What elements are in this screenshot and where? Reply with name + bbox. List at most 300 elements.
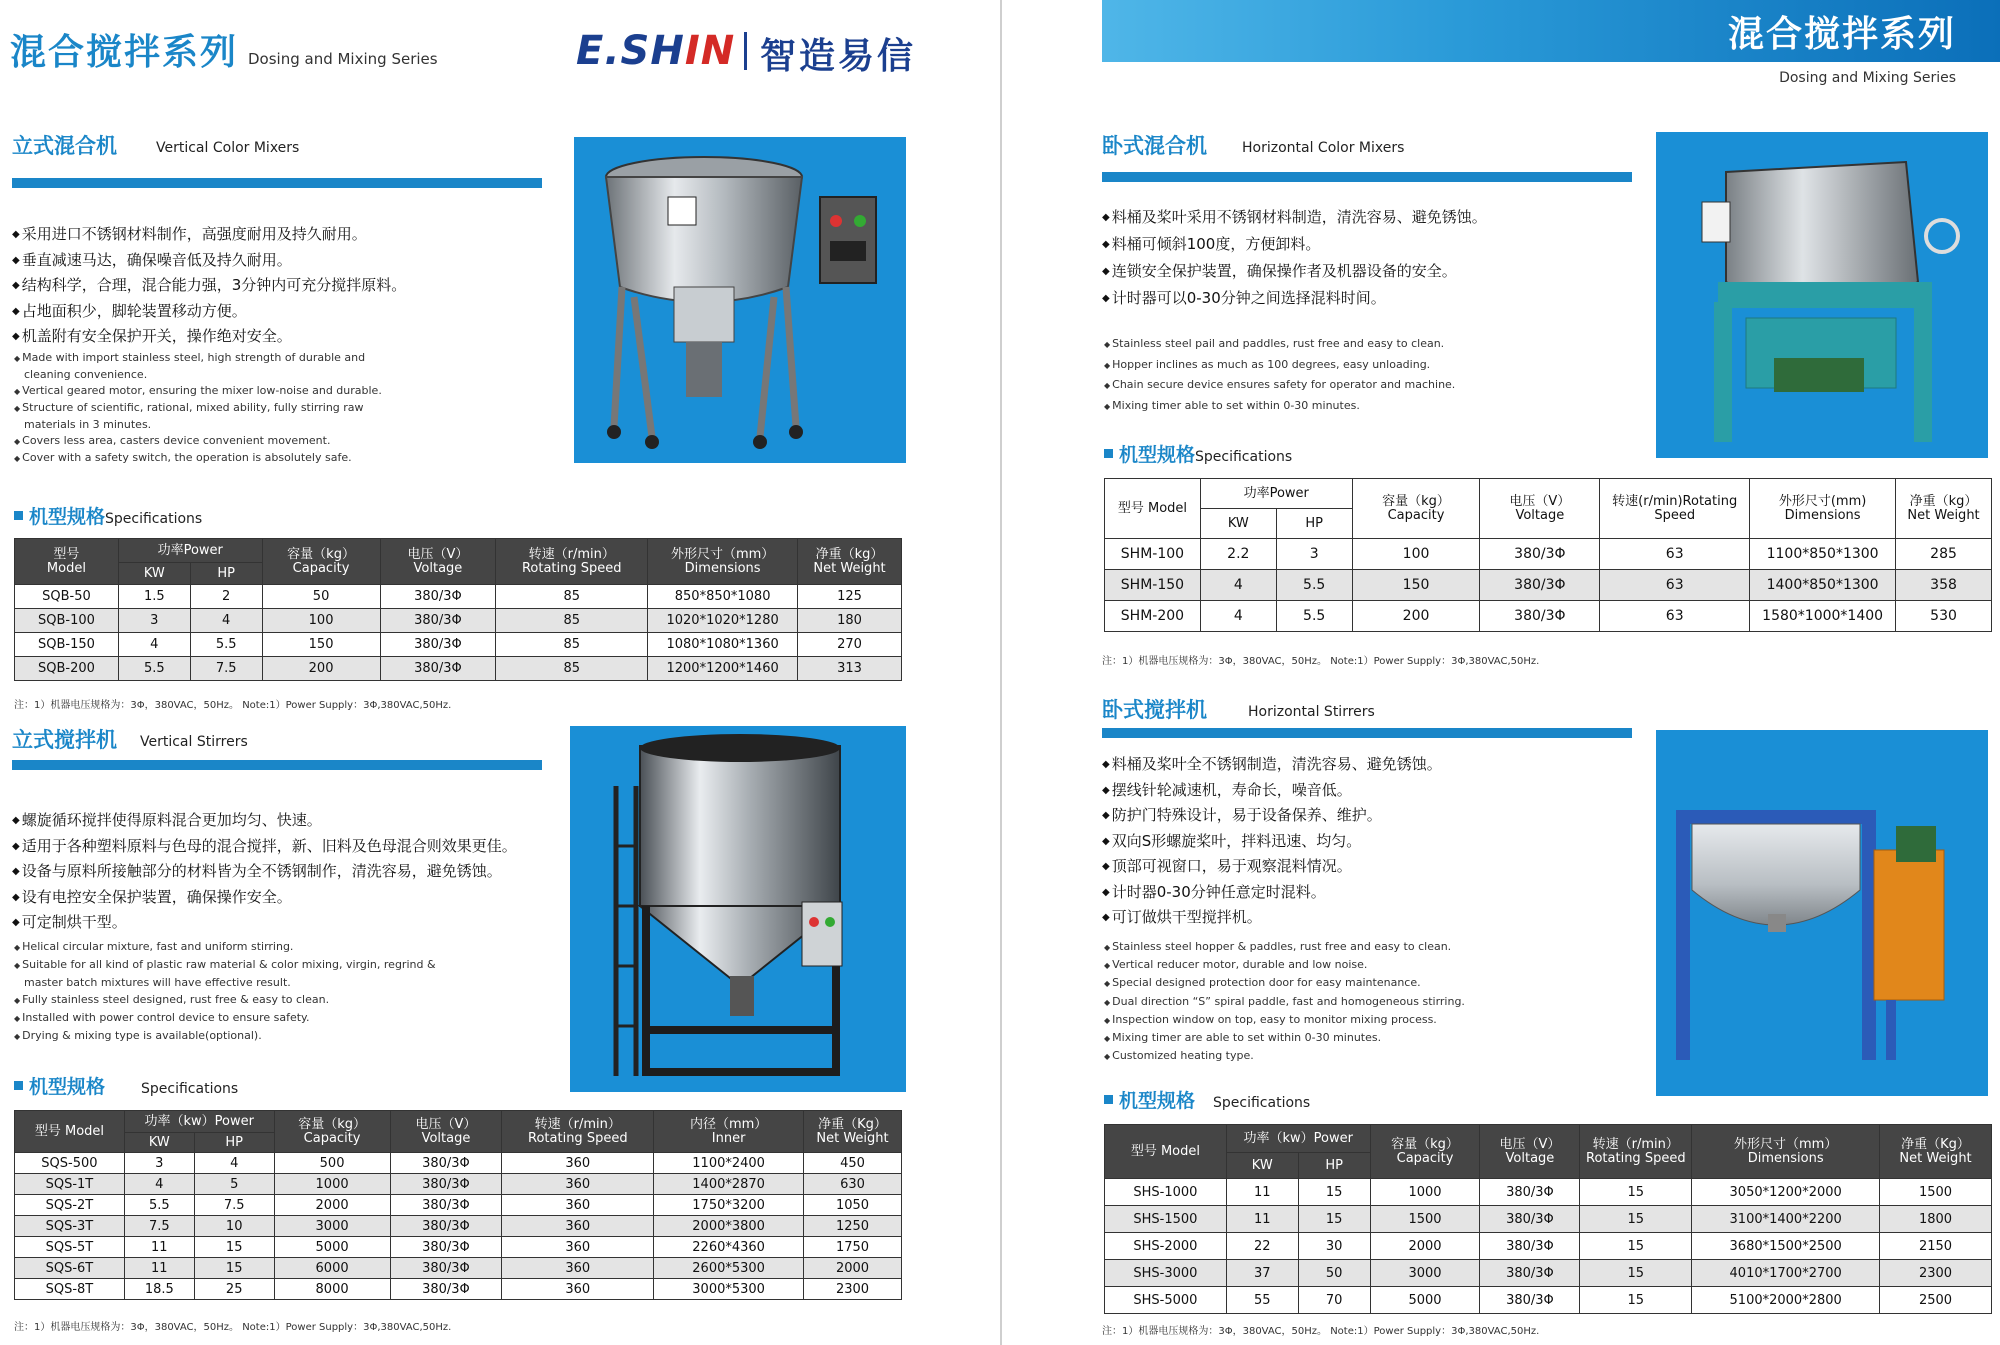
section-bar — [12, 760, 542, 770]
table-row — [15, 633, 902, 657]
spec-title: 机型规格 — [1119, 444, 1196, 466]
table-cell: 4 — [124, 1174, 194, 1195]
table-cell: 15 — [1580, 1206, 1692, 1233]
table-cell: SQB-200 — [15, 657, 119, 681]
table-cell: 15 — [1580, 1260, 1692, 1287]
table-cell: 15 — [1580, 1179, 1692, 1206]
table-cell: SHS-2000 — [1105, 1233, 1227, 1260]
table-cell: 1800 — [1880, 1206, 1992, 1233]
table-cell: 380/3Φ — [380, 633, 496, 657]
vertical-stirrer-photo — [570, 726, 906, 1092]
table-cell: 5.5 — [190, 633, 262, 657]
table-cell: 1750 — [804, 1237, 902, 1258]
col-kw: KW — [118, 563, 190, 585]
table-cell: 5000 — [274, 1237, 390, 1258]
table-cell: 530 — [1896, 601, 1992, 632]
table-cell: SHS-5000 — [1105, 1287, 1227, 1314]
table-cell: 2300 — [1880, 1260, 1992, 1287]
logo-chinese: 智造易信 — [760, 36, 917, 77]
table-cell: SQB-50 — [15, 585, 119, 609]
table-cell: SHS-3000 — [1105, 1260, 1227, 1287]
table-cell: 3000*5300 — [654, 1279, 804, 1300]
table-row — [1105, 1206, 1992, 1233]
list-item: ◆ 机盖附有安全保护开关，操作绝对安全。 — [12, 324, 552, 350]
col-model: 型号 Model — [15, 1111, 125, 1153]
list-item: ◆ 结构科学，合理，混合能力强，3分钟内可充分搅拌原料。 — [12, 273, 552, 299]
table-cell: 7.5 — [124, 1216, 194, 1237]
table-cell: 15 — [1580, 1287, 1692, 1314]
table-cell: SQS-6T — [15, 1258, 125, 1279]
logo-main: E.SH — [576, 28, 685, 74]
table-row — [1105, 1260, 1992, 1287]
table-note: 注：1）机器电压规格为：3Φ，380VAC，50Hz。 Note:1）Power Supply：3Φ,380VAC,50Hz. — [1102, 1326, 1540, 1337]
table-cell: 5000 — [1370, 1287, 1480, 1314]
list-item: ◆ Chain secure device ensures safety for operator and machine. — [1104, 375, 1644, 396]
bullet-square — [14, 1081, 23, 1090]
right-page — [1002, 0, 2000, 1345]
logo-accent: IN — [684, 28, 736, 74]
section-title-vertical-stirrers: 立式搅拌机 — [12, 728, 117, 752]
table-row — [1105, 1179, 1992, 1206]
table-cell: 380/3Φ — [1480, 570, 1600, 601]
col-weight: 净重（kg） Net Weight — [1896, 479, 1992, 539]
list-item: ◆ Mixing timer able to set within 0-30 minutes. — [1104, 396, 1644, 417]
section-title-horizontal-mixers: 卧式混合机 — [1102, 134, 1207, 158]
col-dimensions: 外形尺寸（mm） Dimensions — [648, 539, 798, 585]
table-cell: 4010*1700*2700 — [1692, 1260, 1880, 1287]
feature-list-en — [1104, 334, 1644, 416]
table-cell: 63 — [1600, 570, 1750, 601]
col-speed: 转速（r/min） Rotating Speed — [1580, 1125, 1692, 1179]
table-cell: 380/3Φ — [390, 1174, 502, 1195]
col-hp: HP — [190, 563, 262, 585]
table-cell: 1200*1200*1460 — [648, 657, 798, 681]
list-item: ◆ 双向S形螺旋桨叶，拌料迅速、均匀。 — [1102, 829, 1642, 855]
table-cell: 2000 — [804, 1258, 902, 1279]
table-cell: 11 — [124, 1237, 194, 1258]
table-cell: 1250 — [804, 1216, 902, 1237]
table-row — [1105, 570, 1992, 601]
col-capacity: 容量（kg） Capacity — [1352, 479, 1480, 539]
table-cell: 2260*4360 — [654, 1237, 804, 1258]
feature-list-en — [14, 350, 554, 467]
spec-title: 机型规格 — [29, 1076, 106, 1098]
table-cell: 3000 — [1370, 1260, 1480, 1287]
list-item-cont: materials in 3 minutes. — [24, 418, 152, 431]
table-cell: 1000 — [274, 1174, 390, 1195]
table-cell: 85 — [496, 657, 648, 681]
section-bar — [1102, 728, 1632, 738]
bullet-square — [1104, 449, 1113, 458]
col-speed: 转速（r/min） Rotating Speed — [502, 1111, 654, 1153]
table-cell: 11 — [124, 1258, 194, 1279]
col-power: 功率（kw）Power — [124, 1111, 274, 1133]
table-cell: 358 — [1896, 570, 1992, 601]
table-cell: 360 — [502, 1279, 654, 1300]
table-cell: 63 — [1600, 601, 1750, 632]
list-item: ◆ Vertical reducer motor, durable and low noise. — [1104, 956, 1644, 974]
table-cell: 380/3Φ — [390, 1279, 502, 1300]
spec-heading — [14, 1072, 238, 1099]
list-item: ◆ 料桶可倾斜100度，方便卸料。 — [1102, 231, 1642, 258]
table-cell: 1500 — [1880, 1179, 1992, 1206]
spec-heading — [1104, 440, 1292, 467]
table-row — [15, 585, 902, 609]
page-subtitle: Dosing and Mixing Series — [1779, 70, 1956, 86]
table-cell: 5 — [194, 1174, 274, 1195]
list-item-cont: master batch mixtures will have effective result. — [24, 976, 291, 989]
col-weight: 净重（kg） Net Weight — [798, 539, 902, 585]
table-cell: 5.5 — [1276, 570, 1352, 601]
table-cell: 180 — [798, 609, 902, 633]
feature-list-en — [1104, 938, 1644, 1065]
table-cell: 4 — [1200, 601, 1276, 632]
col-hp: HP — [1298, 1153, 1370, 1179]
table-cell: 15 — [1580, 1233, 1692, 1260]
section-subtitle-horizontal-mixers: Horizontal Color Mixers — [1242, 140, 1405, 156]
col-kw: KW — [124, 1133, 194, 1153]
table-cell: SQS-2T — [15, 1195, 125, 1216]
table-cell: 380/3Φ — [390, 1216, 502, 1237]
list-item: ◆ 设备与原料所接触部分的材料皆为全不锈钢制作，清洗容易，避免锈蚀。 — [12, 859, 572, 885]
table-row — [15, 1174, 902, 1195]
spec-heading — [1104, 1086, 1310, 1113]
table-cell: 1020*1020*1280 — [648, 609, 798, 633]
table-cell: 380/3Φ — [390, 1153, 502, 1174]
table-cell: 10 — [194, 1216, 274, 1237]
table-cell: SQS-1T — [15, 1174, 125, 1195]
table-cell: SHM-100 — [1105, 539, 1201, 570]
table-cell: 30 — [1298, 1233, 1370, 1260]
list-item: ◆ 设有电控安全保护装置，确保操作安全。 — [12, 885, 572, 911]
table-row — [15, 1258, 902, 1279]
table-note: 注：1）机器电压规格为：3Φ，380VAC，50Hz。 Note:1）Power Supply：3Φ,380VAC,50Hz. — [14, 1322, 452, 1333]
col-speed: 转速(r/min)Rotating Speed — [1600, 479, 1750, 539]
table-cell: 3680*1500*2500 — [1692, 1233, 1880, 1260]
table-cell: 380/3Φ — [1480, 539, 1600, 570]
table-cell: 1.5 — [118, 585, 190, 609]
table-cell: 2000 — [274, 1195, 390, 1216]
section-subtitle-vertical-stirrers: Vertical Stirrers — [140, 734, 248, 750]
table-cell: 1100*2400 — [654, 1153, 804, 1174]
table-cell: 1400*850*1300 — [1750, 570, 1896, 601]
spec-table-sqb — [14, 538, 902, 681]
list-item: ◆ Customized heating type. — [1104, 1047, 1644, 1065]
col-voltage: 电压（V） Voltage — [390, 1111, 502, 1153]
table-cell: 3 — [124, 1153, 194, 1174]
table-cell: 380/3Φ — [1480, 1206, 1580, 1233]
spec-title-en: Specifications — [1195, 449, 1293, 465]
table-cell: SHS-1000 — [1105, 1179, 1227, 1206]
table-cell: 3 — [1276, 539, 1352, 570]
col-power: 功率（kw）Power — [1226, 1125, 1370, 1153]
table-cell: 450 — [804, 1153, 902, 1174]
table-cell: SHS-1500 — [1105, 1206, 1227, 1233]
list-item: ◆ Drying & mixing type is available(optional). — [14, 1027, 554, 1045]
table-note: 注：1）机器电压规格为：3Φ，380VAC，50Hz。 Note:1）Power Supply：3Φ,380VAC,50Hz. — [14, 700, 452, 711]
table-cell: 380/3Φ — [380, 609, 496, 633]
table-cell: 3100*1400*2200 — [1692, 1206, 1880, 1233]
table-cell: 2500 — [1880, 1287, 1992, 1314]
table-row — [15, 1279, 902, 1300]
list-item: ◆ 螺旋循环搅拌使得原料混合更加均匀、快速。 — [12, 808, 572, 834]
list-item: ◆ Made with import stainless steel, high strength of durable and — [14, 350, 554, 367]
table-cell: 5.5 — [1276, 601, 1352, 632]
spec-title-en: Specifications — [1213, 1095, 1311, 1111]
col-inner: 内径（mm） Inner — [654, 1111, 804, 1153]
table-cell: 360 — [502, 1153, 654, 1174]
list-item: ◆ Stainless steel hopper & paddles, rust free and easy to clean. — [1104, 938, 1644, 956]
vertical-mixer-photo — [574, 137, 906, 463]
col-kw: KW — [1200, 509, 1276, 539]
table-cell: 1750*3200 — [654, 1195, 804, 1216]
table-row — [1105, 539, 1992, 570]
table-cell: 360 — [502, 1174, 654, 1195]
table-cell: 4 — [194, 1153, 274, 1174]
col-model: 型号 Model — [15, 539, 119, 585]
table-cell: 270 — [798, 633, 902, 657]
table-cell: 2 — [190, 585, 262, 609]
table-cell: 500 — [274, 1153, 390, 1174]
table-cell: 11 — [1226, 1179, 1298, 1206]
list-item: ◆ Dual direction “S” spiral paddle, fast and homogeneous stirring. — [1104, 993, 1644, 1011]
table-cell: 85 — [496, 609, 648, 633]
table-cell: SQS-3T — [15, 1216, 125, 1237]
table-cell: 360 — [502, 1195, 654, 1216]
list-item: ◆ 可定制烘干型。 — [12, 910, 572, 936]
table-cell: 2300 — [804, 1279, 902, 1300]
feature-list-cn — [1102, 752, 1642, 931]
table-cell: 1080*1080*1360 — [648, 633, 798, 657]
list-item: ◆ 连锁安全保护装置，确保操作者及机器设备的安全。 — [1102, 258, 1642, 285]
table-row — [15, 1216, 902, 1237]
list-item: ◆ 计时器可以0-30分钟之间选择混料时间。 — [1102, 285, 1642, 312]
spec-title: 机型规格 — [1119, 1090, 1196, 1112]
table-cell: 313 — [798, 657, 902, 681]
list-item: ◆ Vertical geared motor, ensuring the mixer low-noise and durable. — [14, 383, 554, 400]
table-cell: 22 — [1226, 1233, 1298, 1260]
list-item: ◆ 防护门特殊设计，易于设备保养、维护。 — [1102, 803, 1642, 829]
spec-table-sqs — [14, 1110, 902, 1300]
col-power: 功率Power — [1200, 479, 1352, 509]
list-item: ◆ Special designed protection door for easy maintenance. — [1104, 974, 1644, 992]
col-speed: 转速（r/min） Rotating Speed — [496, 539, 648, 585]
table-cell: 360 — [502, 1216, 654, 1237]
feature-list-en — [14, 938, 554, 1045]
spec-title: 机型规格 — [29, 506, 106, 528]
table-cell: 1500 — [1370, 1206, 1480, 1233]
list-item: ◆ Cover with a safety switch, the operation is absolutely safe. — [14, 450, 554, 467]
table-cell: 285 — [1896, 539, 1992, 570]
table-cell: SHM-200 — [1105, 601, 1201, 632]
col-weight: 净重（Kg） Net Weight — [1880, 1125, 1992, 1179]
list-item: ◆ 料桶及桨叶全不锈钢制造，清洗容易、避免锈蚀。 — [1102, 752, 1642, 778]
col-capacity: 容量（kg） Capacity — [1370, 1125, 1480, 1179]
col-voltage: 电压（V） Voltage — [380, 539, 496, 585]
table-row — [15, 1153, 902, 1174]
spec-heading — [14, 502, 202, 529]
list-item: ◆ Structure of scientific, rational, mixed ability, fully stirring raw — [14, 400, 554, 417]
table-row — [1105, 601, 1992, 632]
table-row — [1105, 1287, 1992, 1314]
table-cell: 3 — [118, 609, 190, 633]
list-item: ◆ Stainless steel pail and paddles, rust free and easy to clean. — [1104, 334, 1644, 355]
table-cell: 380/3Φ — [390, 1195, 502, 1216]
table-cell: 25 — [194, 1279, 274, 1300]
list-item: ◆ 摆线针轮减速机，寿命长，噪音低。 — [1102, 778, 1642, 804]
spec-title-en: Specifications — [141, 1081, 239, 1097]
table-cell: 15 — [194, 1237, 274, 1258]
col-power: 功率Power — [118, 539, 262, 563]
feature-list-cn — [12, 222, 552, 350]
col-voltage: 电压（V） Voltage — [1480, 479, 1600, 539]
table-cell: 5.5 — [118, 657, 190, 681]
col-model: 型号 Model — [1105, 1125, 1227, 1179]
spec-table-shs — [1104, 1124, 1992, 1314]
table-cell: 4 — [118, 633, 190, 657]
table-cell: 380/3Φ — [1480, 601, 1600, 632]
list-item: ◆ Covers less area, casters device convenient movement. — [14, 433, 554, 450]
section-subtitle-horizontal-stirrers: Horizontal Stirrers — [1248, 704, 1375, 720]
table-cell: 3000 — [274, 1216, 390, 1237]
table-cell: 380/3Φ — [1480, 1233, 1580, 1260]
section-subtitle-vertical-mixers: Vertical Color Mixers — [156, 140, 300, 156]
list-item: ◆ Fully stainless steel designed, rust free & easy to clean. — [14, 991, 554, 1009]
section-bar — [1102, 172, 1632, 182]
feature-list-cn — [1102, 204, 1642, 312]
table-cell: SQB-150 — [15, 633, 119, 657]
table-cell: 2000 — [1370, 1233, 1480, 1260]
table-cell: 2000*3800 — [654, 1216, 804, 1237]
col-hp: HP — [194, 1133, 274, 1153]
table-cell: SQS-500 — [15, 1153, 125, 1174]
table-cell: 630 — [804, 1174, 902, 1195]
table-cell: 380/3Φ — [390, 1258, 502, 1279]
table-cell: 1000 — [1370, 1179, 1480, 1206]
page-title: 混合搅拌系列 — [1727, 14, 1956, 55]
col-kw: KW — [1226, 1153, 1298, 1179]
col-hp: HP — [1276, 509, 1352, 539]
col-voltage: 电压（V） Voltage — [1480, 1125, 1580, 1179]
table-row — [15, 657, 902, 681]
table-cell: 50 — [262, 585, 380, 609]
table-cell: 1050 — [804, 1195, 902, 1216]
table-cell: 7.5 — [190, 657, 262, 681]
table-cell: SQB-100 — [15, 609, 119, 633]
table-cell: 6000 — [274, 1258, 390, 1279]
logo-divider — [744, 32, 747, 70]
list-item: ◆ 采用进口不锈钢材料制作，高强度耐用及持久耐用。 — [12, 222, 552, 248]
page-subtitle: Dosing and Mixing Series — [248, 50, 438, 68]
bullet-square — [1104, 1095, 1113, 1104]
col-weight: 净重（Kg） Net Weight — [804, 1111, 902, 1153]
list-item: ◆ 可订做烘干型搅拌机。 — [1102, 905, 1642, 931]
list-item: ◆ Inspection window on top, easy to monitor mixing process. — [1104, 1011, 1644, 1029]
feature-list-cn — [12, 808, 572, 936]
table-cell: 15 — [1298, 1206, 1370, 1233]
horizontal-mixer-photo — [1656, 132, 1988, 458]
list-item-cont: cleaning convenience. — [24, 368, 148, 381]
table-cell: SHM-150 — [1105, 570, 1201, 601]
table-note: 注：1）机器电压规格为：3Φ，380VAC，50Hz。 Note:1）Power Supply：3Φ,380VAC,50Hz. — [1102, 656, 1540, 667]
table-cell: SQS-5T — [15, 1237, 125, 1258]
table-cell: 2600*5300 — [654, 1258, 804, 1279]
table-cell: 100 — [262, 609, 380, 633]
table-cell: 380/3Φ — [1480, 1179, 1580, 1206]
list-item: ◆ Suitable for all kind of plastic raw material & color mixing, virgin, regrind & — [14, 956, 554, 974]
table-cell: 200 — [1352, 601, 1480, 632]
table-cell: 50 — [1298, 1260, 1370, 1287]
spec-title-en: Specifications — [105, 511, 203, 527]
section-title-horizontal-stirrers: 卧式搅拌机 — [1102, 698, 1207, 722]
table-cell: 360 — [502, 1258, 654, 1279]
table-cell: 63 — [1600, 539, 1750, 570]
table-cell: 18.5 — [124, 1279, 194, 1300]
table-cell: 380/3Φ — [380, 657, 496, 681]
col-capacity: 容量（kg） Capacity — [262, 539, 380, 585]
table-cell: SQS-8T — [15, 1279, 125, 1300]
brand-logo — [576, 28, 735, 74]
table-cell: 4 — [1200, 570, 1276, 601]
table-cell: 5.5 — [124, 1195, 194, 1216]
page-title: 混合搅拌系列 — [10, 32, 239, 73]
table-cell: 1100*850*1300 — [1750, 539, 1896, 570]
table-cell: 150 — [262, 633, 380, 657]
list-item: ◆ 垂直减速马达，确保噪音低及持久耐用。 — [12, 248, 552, 274]
table-cell: 125 — [798, 585, 902, 609]
list-item: ◆ Mixing timer are able to set within 0-30 minutes. — [1104, 1029, 1644, 1047]
table-cell: 11 — [1226, 1206, 1298, 1233]
table-cell: 2150 — [1880, 1233, 1992, 1260]
list-item: ◆ 占地面积少，脚轮装置移动方便。 — [12, 299, 552, 325]
bullet-square — [14, 511, 23, 520]
table-cell: 85 — [496, 585, 648, 609]
table-cell: 360 — [502, 1237, 654, 1258]
list-item: ◆ Helical circular mixture, fast and uniform stirring. — [14, 938, 554, 956]
table-cell: 850*850*1080 — [648, 585, 798, 609]
table-row — [1105, 1233, 1992, 1260]
section-bar — [12, 178, 542, 188]
table-cell: 380/3Φ — [390, 1237, 502, 1258]
spec-table-shm — [1104, 478, 1992, 632]
table-cell: 380/3Φ — [1480, 1287, 1580, 1314]
table-cell: 7.5 — [194, 1195, 274, 1216]
table-cell: 380/3Φ — [380, 585, 496, 609]
section-title-vertical-mixers: 立式混合机 — [12, 134, 117, 158]
table-cell: 4 — [190, 609, 262, 633]
table-cell: 55 — [1226, 1287, 1298, 1314]
table-cell: 200 — [262, 657, 380, 681]
table-cell: 380/3Φ — [1480, 1260, 1580, 1287]
col-capacity: 容量（kg） Capacity — [274, 1111, 390, 1153]
col-dimensions: 外形尺寸(mm) Dimensions — [1750, 479, 1896, 539]
list-item: ◆ 计时器0-30分钟任意定时混料。 — [1102, 880, 1642, 906]
table-cell: 15 — [1298, 1179, 1370, 1206]
table-cell: 1400*2870 — [654, 1174, 804, 1195]
list-item: ◆ 顶部可视窗口，易于观察混料情况。 — [1102, 854, 1642, 880]
header-banner — [1102, 0, 2000, 62]
table-row — [15, 609, 902, 633]
table-cell: 2.2 — [1200, 539, 1276, 570]
col-model: 型号 Model — [1105, 479, 1201, 539]
table-cell: 70 — [1298, 1287, 1370, 1314]
table-cell: 1580*1000*1400 — [1750, 601, 1896, 632]
table-cell: 150 — [1352, 570, 1480, 601]
table-row — [15, 1237, 902, 1258]
table-cell: 8000 — [274, 1279, 390, 1300]
list-item: ◆ 适用于各种塑料原料与色母的混合搅拌，新、旧料及色母混合则效果更佳。 — [12, 834, 572, 860]
list-item: ◆ 料桶及桨叶采用不锈钢材料制造，清洗容易、避免锈蚀。 — [1102, 204, 1642, 231]
